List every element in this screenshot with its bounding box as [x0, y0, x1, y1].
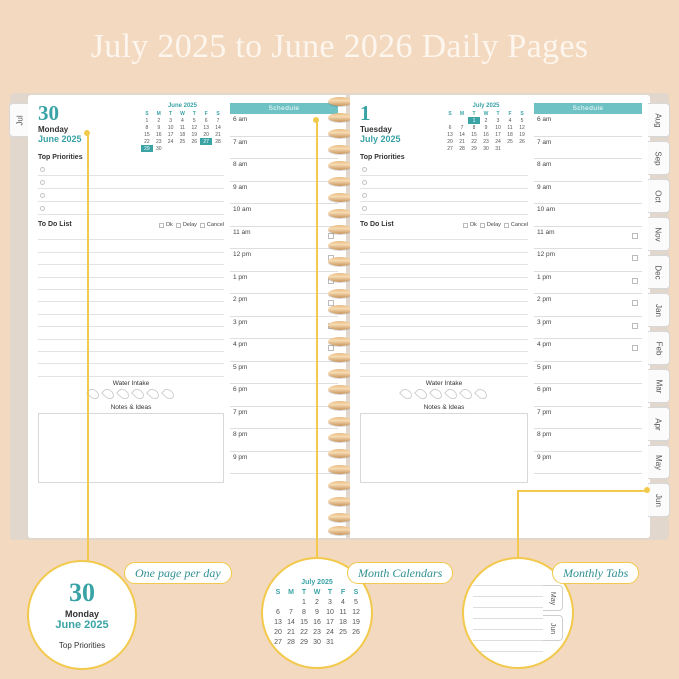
schedule-row[interactable]: 7 pm — [534, 407, 642, 430]
right-day-name: Tuesday — [360, 125, 392, 134]
todo-col-ok: Ok — [463, 222, 477, 228]
schedule-row[interactable]: 4 pm — [230, 339, 338, 362]
schedule-row[interactable]: 4 pm — [534, 339, 642, 362]
todo-row[interactable] — [38, 253, 224, 265]
schedule-row[interactable]: 8 pm — [534, 429, 642, 452]
checkbox-icon — [159, 223, 164, 228]
callout-label-monthly-tabs: Monthly Tabs — [552, 562, 639, 584]
callout3-tab-jun[interactable]: Jun — [543, 615, 563, 641]
water-drop-icon[interactable] — [131, 386, 146, 401]
priority-bullet-icon — [362, 193, 367, 198]
water-drop-icon[interactable] — [161, 386, 176, 401]
right-notes-label: Notes & Ideas — [423, 403, 465, 411]
schedule-row[interactable]: 7 pm — [230, 407, 338, 430]
leader-line-1 — [87, 133, 89, 572]
left-page — [28, 95, 346, 538]
schedule-row[interactable]: 11 am — [230, 227, 338, 250]
page-title: July 2025 to June 2026 Daily Pages — [90, 28, 589, 65]
priority-bullet-icon — [362, 206, 367, 211]
month-tab-jun[interactable]: Jun — [648, 483, 670, 517]
todo-row[interactable] — [360, 364, 528, 376]
left-water-label: Water Intake — [112, 379, 150, 387]
schedule-row[interactable]: 9 pm — [230, 452, 338, 475]
callout1-day-month: June 2025 — [55, 619, 109, 631]
left-mini-calendar-title: June 2025 — [167, 103, 197, 109]
left-priorities-label: Top Priorities — [38, 154, 83, 161]
schedule-row[interactable]: 7 am — [230, 137, 338, 160]
callout3-lines — [473, 575, 543, 652]
priority-row[interactable] — [360, 163, 528, 176]
todo-row[interactable] — [360, 228, 528, 240]
left-schedule — [230, 103, 338, 483]
left-schedule-header: Schedule — [230, 103, 338, 114]
month-tab-feb[interactable]: Feb — [648, 331, 670, 365]
schedule-row[interactable]: 1 pm — [230, 272, 338, 295]
callout1-priorities-label: Top Priorities — [58, 641, 106, 650]
todo-row[interactable] — [38, 327, 224, 339]
left-notes-box[interactable] — [38, 413, 224, 483]
todo-row[interactable] — [38, 278, 224, 290]
right-priorities-label: Top Priorities — [360, 154, 405, 161]
water-intake-tracker[interactable] — [360, 388, 528, 400]
right-day-month: July 2025 — [360, 134, 401, 144]
priority-row[interactable] — [38, 163, 224, 176]
left-day-name: Monday — [38, 125, 69, 134]
water-drop-icon[interactable] — [414, 386, 429, 401]
right-todo-label: To Do List — [360, 221, 394, 228]
todo-row[interactable] — [360, 290, 528, 302]
schedule-row[interactable]: 9 am — [230, 182, 338, 205]
month-tab-jul-label: Jul — [15, 114, 25, 126]
callout3-tab-may[interactable]: May — [543, 585, 563, 611]
right-mini-calendar-title: July 2025 — [472, 103, 500, 109]
schedule-row[interactable]: 6 pm — [230, 384, 338, 407]
callout2-calendar-grid: S M T W T F S 1 2 3 4 5 6 7 8 9 10 11 12 13 14 15 16 17 18 19 20 21 22 23 24 25 26 27 28 29 30 31 — [274, 589, 360, 646]
left-todo-label: To Do List — [38, 221, 72, 228]
todo-row[interactable] — [38, 228, 224, 240]
todo-row[interactable] — [38, 364, 224, 376]
priority-row[interactable] — [360, 189, 528, 202]
leader-dot-1 — [84, 130, 90, 136]
todo-row[interactable] — [360, 302, 528, 314]
callout1-day-name: Monday — [64, 609, 99, 619]
todo-row[interactable] — [360, 327, 528, 339]
schedule-row[interactable]: 9 pm — [534, 452, 642, 475]
todo-col-cancel: Cancel — [504, 222, 528, 228]
month-tab-apr[interactable]: Apr — [648, 407, 670, 441]
todo-row[interactable] — [38, 315, 224, 327]
leader-line-3h — [517, 490, 647, 492]
left-notes-label: Notes & Ideas — [110, 403, 152, 411]
schedule-row[interactable]: 5 pm — [230, 362, 338, 385]
schedule-row[interactable]: 10 am — [534, 204, 642, 227]
priority-row[interactable] — [360, 176, 528, 189]
left-mini-calendar-grid: S M T W T F S 1 2 3 4 5 6 7 8 9 10 11 12 13 14 15 16 17 18 19 20 21 22 23 24 25 26 27 28 29 30 — [141, 110, 224, 152]
schedule-row[interactable]: 6 am — [230, 114, 338, 137]
water-drop-icon[interactable] — [444, 386, 459, 401]
schedule-row[interactable]: 2 pm — [230, 294, 338, 317]
month-tab-jan[interactable]: Jan — [648, 293, 670, 327]
priority-row[interactable] — [38, 202, 224, 215]
right-notes-box[interactable] — [360, 413, 528, 483]
water-drop-icon[interactable] — [101, 386, 116, 401]
todo-row[interactable] — [38, 302, 224, 314]
todo-col-cancel: Cancel — [200, 222, 224, 228]
schedule-row[interactable]: 7 am — [534, 137, 642, 160]
schedule-row[interactable]: 2 pm — [534, 294, 642, 317]
priority-bullet-icon — [40, 206, 45, 211]
checkbox-icon[interactable] — [632, 278, 638, 284]
todo-row[interactable] — [360, 340, 528, 352]
schedule-row[interactable]: 8 pm — [230, 429, 338, 452]
schedule-row[interactable]: 6 pm — [534, 384, 642, 407]
schedule-row[interactable]: 10 am — [230, 204, 338, 227]
month-tab-may[interactable]: May — [648, 445, 670, 479]
spiral-binding — [328, 93, 352, 540]
right-page — [350, 95, 650, 538]
checkbox-icon — [176, 223, 181, 228]
leader-dot-2 — [313, 117, 319, 123]
left-day-month: June 2025 — [38, 134, 82, 144]
todo-row[interactable] — [38, 340, 224, 352]
priority-bullet-icon — [362, 180, 367, 185]
month-tab-mar[interactable]: Mar — [648, 369, 670, 403]
todo-row[interactable] — [360, 315, 528, 327]
callout-one-page-per-day — [27, 560, 137, 670]
callout-label-month-calendars: Month Calendars — [347, 562, 453, 584]
todo-col-delay: Delay — [176, 222, 197, 228]
checkbox-icon[interactable] — [632, 345, 638, 351]
water-drop-icon[interactable] — [116, 386, 131, 401]
month-tab-oct[interactable]: Oct — [648, 179, 670, 213]
right-mini-calendar[interactable] — [444, 103, 528, 152]
month-tab-sep[interactable]: Sep — [648, 141, 670, 175]
callout1-day-number: 30 — [69, 578, 95, 607]
schedule-row[interactable]: 1 pm — [534, 272, 642, 295]
priority-bullet-icon — [362, 167, 367, 172]
priority-row[interactable] — [38, 176, 224, 189]
right-schedule — [534, 103, 642, 483]
schedule-row[interactable]: 12 pm — [230, 249, 338, 272]
schedule-row[interactable]: 12 pm — [534, 249, 642, 272]
schedule-row[interactable]: 3 pm — [230, 317, 338, 340]
water-drop-icon[interactable] — [474, 386, 489, 401]
todo-row[interactable] — [38, 290, 224, 302]
callout-label-one-page-per-day: One page per day — [124, 562, 232, 584]
priority-row[interactable] — [38, 189, 224, 202]
todo-row[interactable] — [38, 265, 224, 277]
priority-bullet-icon — [40, 180, 45, 185]
schedule-row[interactable]: 3 pm — [534, 317, 642, 340]
schedule-row[interactable]: 5 pm — [534, 362, 642, 385]
schedule-row[interactable]: 8 am — [534, 159, 642, 182]
schedule-row[interactable]: 9 am — [534, 182, 642, 205]
planner-book — [10, 93, 669, 540]
month-tab-nov[interactable]: Nov — [648, 217, 670, 251]
checkbox-icon — [504, 223, 509, 228]
todo-row[interactable] — [38, 240, 224, 252]
checkbox-icon — [200, 223, 205, 228]
schedule-row[interactable]: 8 am — [230, 159, 338, 182]
water-intake-tracker[interactable] — [38, 388, 224, 400]
todo-row[interactable] — [360, 265, 528, 277]
todo-row[interactable] — [360, 240, 528, 252]
water-drop-icon[interactable] — [399, 386, 414, 401]
right-day-number: 1 — [360, 101, 371, 125]
priority-row[interactable] — [360, 202, 528, 215]
month-tab-aug[interactable]: Aug — [648, 103, 670, 137]
checkbox-icon[interactable] — [632, 233, 638, 239]
checkbox-icon — [480, 223, 485, 228]
todo-row[interactable] — [360, 352, 528, 364]
schedule-row[interactable]: 6 am — [534, 114, 642, 137]
callout2-calendar-title: July 2025 — [301, 578, 333, 586]
leader-line-2 — [316, 120, 318, 560]
right-schedule-header: Schedule — [534, 103, 642, 114]
todo-col-ok: Ok — [159, 222, 173, 228]
schedule-row[interactable]: 11 am — [534, 227, 642, 250]
priority-bullet-icon — [40, 193, 45, 198]
checkbox-icon[interactable] — [632, 255, 638, 261]
todo-row[interactable] — [360, 278, 528, 290]
water-drop-icon[interactable] — [146, 386, 161, 401]
leader-dot-3 — [644, 487, 650, 493]
todo-row[interactable] — [360, 253, 528, 265]
priority-bullet-icon — [40, 167, 45, 172]
left-day-number: 30 — [38, 101, 59, 125]
water-drop-icon[interactable] — [459, 386, 474, 401]
checkbox-icon[interactable] — [632, 323, 638, 329]
water-drop-icon[interactable] — [429, 386, 444, 401]
todo-row[interactable] — [38, 352, 224, 364]
todo-col-delay: Delay — [480, 222, 501, 228]
month-tab-dec[interactable]: Dec — [648, 255, 670, 289]
checkbox-icon[interactable] — [632, 300, 638, 306]
right-mini-calendar-grid: S M T W T F S 1 2 3 4 5 6 7 8 9 10 11 12 13 14 15 16 17 18 19 20 21 22 23 24 25 26 27 28 29 30 31 — [447, 110, 525, 152]
checkbox-icon — [463, 223, 468, 228]
right-water-label: Water Intake — [425, 379, 463, 387]
left-mini-calendar[interactable] — [141, 103, 224, 152]
